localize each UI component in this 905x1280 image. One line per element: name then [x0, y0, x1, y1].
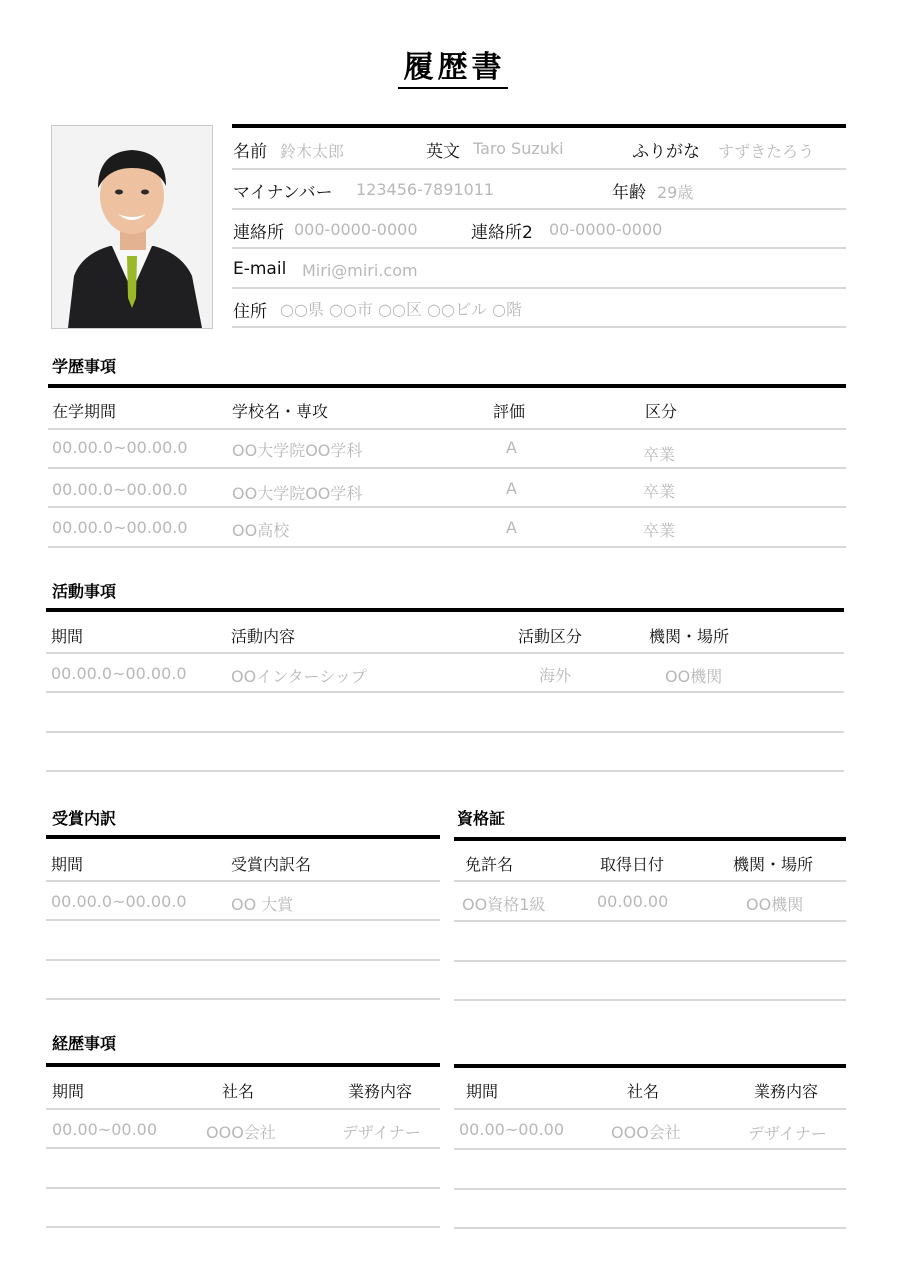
career-left-header-period: 期間 [52, 1082, 85, 1101]
education-rule-2 [48, 467, 846, 469]
education-row-2-period: 00.00.0~00.00.0 [52, 480, 188, 499]
certifications-row-1-date: 00.00.00 [597, 892, 669, 911]
email-label: E-mail [233, 259, 287, 279]
profile-rule-3 [232, 247, 846, 249]
furigana-label: ふりがな [632, 142, 700, 162]
profile-rule-2 [232, 208, 846, 210]
profile-rule-4 [232, 287, 846, 289]
address-label: 住所 [233, 302, 267, 322]
certifications-title: 資格証 [457, 809, 506, 828]
mynumber-label: マイナンバー [233, 183, 333, 203]
activities-rule-3 [46, 731, 844, 733]
career-right-header-work: 業務内容 [754, 1082, 819, 1101]
certifications-top-rule [454, 837, 846, 841]
education-row-1-grade: A [506, 438, 517, 457]
career-right-top-rule [454, 1064, 846, 1068]
english-value: Taro Suzuki [473, 139, 564, 158]
education-row-2-grade: A [506, 479, 517, 498]
certifications-row-1-place: OO機関 [746, 895, 804, 914]
career-left-row-1-company: OOO会社 [206, 1123, 276, 1142]
name-value: 鈴木太郎 [280, 142, 345, 161]
activities-rule-4 [46, 770, 844, 772]
career-right-rule-1 [454, 1108, 846, 1110]
awards-header-period: 期間 [51, 855, 84, 874]
contact2-value: 00-0000-0000 [549, 220, 663, 239]
career-left-top-rule [46, 1063, 440, 1067]
career-left-row-1-work: デザイナー [342, 1123, 421, 1142]
english-label: 英文 [426, 142, 460, 162]
education-row-1-school: OO大学院OO学科 [232, 441, 363, 460]
career-left-rule-4 [46, 1226, 440, 1228]
education-rule-3 [48, 506, 846, 508]
education-row-3-school: OO高校 [232, 521, 290, 540]
age-value: 29歳 [657, 183, 694, 202]
certifications-rule-1 [454, 880, 846, 882]
furigana-value: すずきたろう [718, 142, 815, 161]
profile-top-rule [232, 124, 846, 128]
contact1-value: 000-0000-0000 [294, 220, 418, 239]
education-header-grade: 評価 [493, 402, 526, 421]
career-left-header-work: 業務内容 [348, 1082, 413, 1101]
certifications-header-name: 免許名 [465, 855, 514, 874]
education-row-3-period: 00.00.0~00.00.0 [52, 518, 188, 537]
awards-rule-4 [46, 998, 440, 1000]
profile-rule-5 [232, 326, 846, 328]
career-left-rule-2 [46, 1147, 440, 1149]
activities-row-1-period: 00.00.0~00.00.0 [51, 664, 187, 683]
education-top-rule [48, 384, 846, 388]
activities-row-1-type: 海外 [539, 666, 572, 685]
certifications-header-place: 機関・場所 [733, 855, 814, 874]
name-label: 名前 [233, 142, 267, 162]
awards-top-rule [46, 835, 440, 839]
career-right-row-1-company: OOO会社 [611, 1123, 681, 1142]
certifications-header-date: 取得日付 [600, 855, 665, 874]
awards-rule-1 [46, 880, 440, 882]
activities-header-type: 活動区分 [518, 627, 583, 646]
activities-rule-2 [46, 691, 844, 693]
career-right-row-1-work: デザイナー [748, 1124, 827, 1143]
activities-top-rule [46, 608, 844, 612]
activities-header-content: 活動内容 [231, 627, 296, 646]
career-left-rule-3 [46, 1187, 440, 1189]
contact2-label: 連絡所2 [471, 223, 533, 243]
career-right-rule-2 [454, 1148, 846, 1150]
career-left-header-company: 社名 [222, 1082, 255, 1101]
career-left-rule-1 [46, 1108, 440, 1110]
education-row-1-category: 卒業 [643, 445, 676, 464]
career-title: 経歴事項 [52, 1034, 117, 1053]
awards-header-name: 受賞内訳名 [231, 855, 312, 874]
certifications-rule-3 [454, 960, 846, 962]
email-value: Miri@miri.com [302, 261, 418, 280]
awards-row-1-period: 00.00.0~00.00.0 [51, 892, 187, 911]
career-right-rule-3 [454, 1188, 846, 1190]
awards-title: 受賞内訳 [52, 809, 117, 828]
education-row-2-school: OO大学院OO学科 [232, 484, 363, 503]
awards-rule-2 [46, 919, 440, 921]
resume-title: 履歴書 [0, 42, 905, 86]
education-rule-1 [48, 428, 846, 430]
education-title: 学歴事項 [52, 357, 117, 376]
education-header-period: 在学期間 [52, 402, 117, 421]
awards-rule-3 [46, 959, 440, 961]
certifications-rule-2 [454, 920, 846, 922]
age-label: 年齢 [612, 183, 646, 203]
activities-header-place: 機関・場所 [649, 627, 730, 646]
certifications-rule-4 [454, 999, 846, 1001]
mynumber-value: 123456-7891011 [356, 180, 495, 199]
profile-rule-1 [232, 168, 846, 170]
education-header-category: 区分 [645, 402, 678, 421]
address-value: ○○県 ○○市 ○○区 ○○ビル ○階 [280, 300, 522, 319]
career-right-header-company: 社名 [627, 1082, 660, 1101]
career-right-rule-4 [454, 1227, 846, 1229]
activities-row-1-place: OO機関 [665, 667, 723, 686]
certifications-row-1-name: OO資格1級 [462, 895, 546, 914]
education-row-3-category: 卒業 [643, 521, 676, 540]
activities-row-1-content: OOインターシップ [231, 667, 367, 686]
profile-photo [51, 125, 213, 329]
education-row-3-grade: A [506, 518, 517, 537]
career-left-row-1-period: 00.00~00.00 [52, 1120, 158, 1139]
career-right-header-period: 期間 [466, 1082, 499, 1101]
education-row-1-period: 00.00.0~00.00.0 [52, 438, 188, 457]
activities-header-period: 期間 [51, 627, 84, 646]
education-row-2-category: 卒業 [643, 482, 676, 501]
contact1-label: 連絡所 [233, 223, 284, 243]
person-photo-icon [52, 126, 212, 328]
career-right-row-1-period: 00.00~00.00 [459, 1120, 565, 1139]
awards-row-1-name: OO 大賞 [231, 895, 294, 914]
education-rule-4 [48, 546, 846, 548]
education-header-school: 学校名・専攻 [232, 402, 329, 421]
activities-rule-1 [46, 652, 844, 654]
activities-title: 活動事項 [52, 582, 117, 601]
